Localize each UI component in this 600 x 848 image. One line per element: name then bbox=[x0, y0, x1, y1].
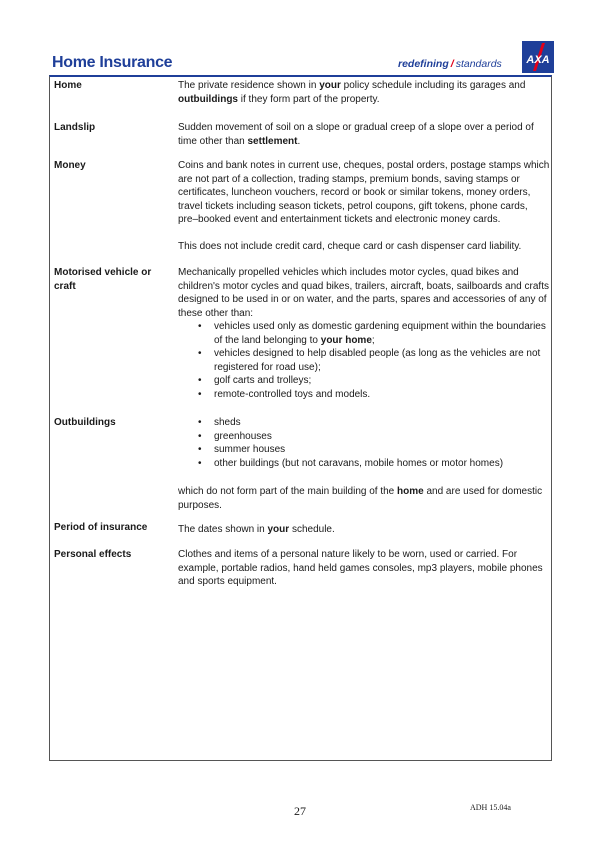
brand-tagline bbox=[398, 58, 502, 70]
outbuildings-list bbox=[193, 416, 548, 470]
emphasis: your bbox=[267, 524, 290, 535]
list-item: • other buildings (but not caravans, mobile homes or motor homes) bbox=[193, 457, 548, 471]
axa-logo-icon bbox=[522, 41, 554, 73]
term-money: Money bbox=[54, 160, 86, 171]
emphasis: outbuildings bbox=[178, 93, 238, 105]
page-number: 27 bbox=[294, 804, 306, 818]
term-home: Home bbox=[54, 80, 82, 91]
list-item: • sheds bbox=[193, 416, 548, 430]
document-title: Home Insurance bbox=[52, 54, 173, 71]
text: . bbox=[297, 135, 301, 147]
tagline-slash: / bbox=[450, 58, 454, 70]
tagline-standards: standards bbox=[455, 58, 502, 70]
definition-period-of-insurance bbox=[178, 523, 550, 537]
document-reference: ADH 15.04a bbox=[470, 803, 511, 812]
text: if they form part of the property. bbox=[238, 93, 380, 105]
emphasis: home bbox=[397, 486, 424, 497]
tagline-redefining: redefining bbox=[398, 58, 449, 70]
list-item: • golf carts and trolleys; bbox=[193, 374, 548, 388]
definition-outbuildings bbox=[178, 485, 550, 512]
list-item: • vehicles designed to help disabled people (as long as the vehicles are not registered for road use); bbox=[193, 347, 548, 374]
motorised-exceptions-list bbox=[193, 320, 548, 401]
list-item bbox=[193, 320, 548, 347]
axa-logo-text: AXA bbox=[526, 54, 550, 66]
page-header bbox=[50, 38, 554, 74]
definition-personal-effects: Clothes and items of a personal nature likely to be worn, used or carried. For example, portable radios, hand held games consoles, mp3 players, mobile phones and sports equipment. bbox=[178, 549, 543, 587]
text: ; bbox=[371, 334, 375, 346]
term-outbuildings: Outbuildings bbox=[54, 417, 116, 428]
list-item: • summer houses bbox=[193, 443, 548, 457]
term-motorised-vehicle bbox=[54, 266, 151, 293]
term-line: Motorised vehicle or bbox=[54, 267, 152, 278]
definition-money-exclusion: This does not include credit card, cheque card or cash dispenser card liability. bbox=[178, 241, 522, 252]
definition-home bbox=[178, 79, 550, 106]
emphasis: your home bbox=[320, 334, 372, 346]
text: The dates shown in bbox=[178, 524, 268, 535]
text: and are used for domestic purposes. bbox=[178, 486, 543, 511]
text: vehicles used only as domestic gardening equipment within the boundaries of the land belonging to bbox=[214, 321, 546, 346]
list-item: • greenhouses bbox=[193, 430, 548, 444]
definition-motorised-vehicle: Mechanically propelled vehicles which includes motor cycles, quad bikes and children's motor cycles and quad bikes, trailers, aircraft, boats, sailboards and crafts designed to be used in or on water, and the parts, spares and accessories of any of these other than: bbox=[178, 267, 549, 319]
text: policy schedule including its garages and bbox=[340, 80, 526, 91]
term-period-of-insurance: Period of insurance bbox=[54, 522, 148, 533]
definition-landslip bbox=[178, 121, 550, 148]
text: which do not form part of the main building of the bbox=[178, 486, 398, 497]
definition-money: Coins and bank notes in current use, cheques, postal orders, postage stamps which are not part of a collection, trading stamps, premium bonds, saving stamps or certificates, luncheon vouchers, record or book or similar tokens, money orders, travel tickets including season tickets, petrol coupons, gift tokens, phone cards, pre–booked event and entertainment tickets and electronic money cards. bbox=[178, 160, 550, 225]
text: Sudden movement of soil on a slope or gradual creep of a slope over a period of time other than bbox=[178, 122, 534, 147]
term-landslip: Landslip bbox=[54, 122, 96, 133]
emphasis: your bbox=[319, 80, 341, 91]
list-item: • remote-controlled toys and models. bbox=[193, 388, 548, 402]
text: schedule. bbox=[289, 524, 335, 535]
term-line: craft bbox=[54, 280, 76, 292]
term-personal-effects: Personal effects bbox=[54, 549, 132, 560]
text: The private residence shown in bbox=[178, 80, 320, 91]
emphasis: settlement bbox=[247, 135, 298, 147]
